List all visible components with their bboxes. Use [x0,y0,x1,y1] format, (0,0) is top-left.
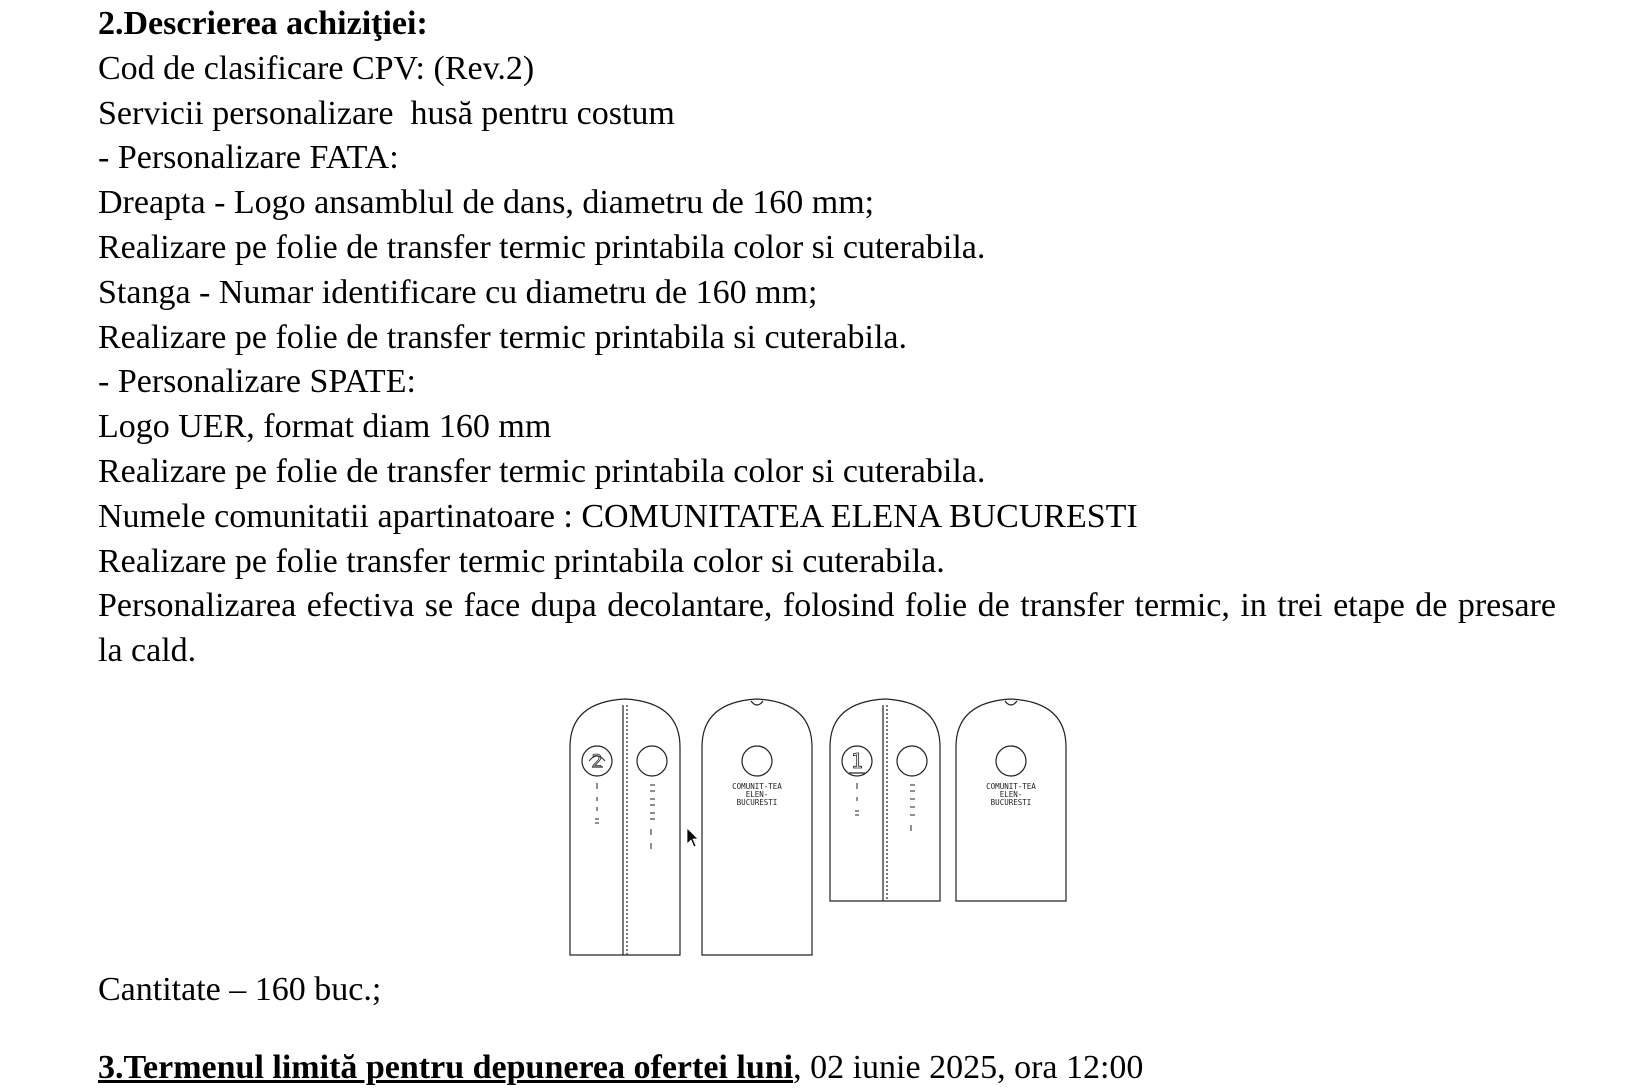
text-line: Cod de clasificare CPV: (Rev.2) [98,49,535,87]
document-page [98,2,1556,674]
small-cover-front [830,699,940,901]
section-3-line [98,1046,1143,1091]
large-back-text-1: COMUNIT-TEA [732,782,782,791]
text-line: Dreapta - Logo ansamblul de dans, diametru de 160 mm; [98,184,875,222]
text-line: Realizare pe folie de transfer termic printabila si cuterabila. [98,318,907,356]
text-line: Realizare pe folie de transfer termic printabila color si cuterabila. [98,452,986,490]
mouse-cursor-icon [687,828,698,847]
section-3-heading: 3.Termenul limită pentru depunerea ofertei luni [98,1049,794,1086]
text-line: Stanga - Numar identificare cu diametru de 160 mm; [98,273,818,311]
large-cover-back [702,699,812,955]
large-back-text-2: ELEN- [745,790,769,799]
small-back-text-3: BUCURESTI [990,798,1032,807]
garment-cover-diagram [565,697,1085,957]
small-front-number: 1 [850,749,864,773]
large-back-text-3: BUCURESTI [736,798,778,807]
quantity-line: Cantitate – 160 buc.; [98,971,382,1008]
text-line: Logo UER, format diam 160 mm [98,408,552,446]
small-back-text-1: COMUNIT-TEA [986,782,1036,791]
text-line: Servicii personalizare husă pentru costum [98,94,675,132]
section-3-deadline: , 02 iunie 2025, ora 12:00 [793,1049,1144,1086]
text-line: - Personalizare FATA: [98,139,399,177]
text-line: Realizare pe folie transfer termic printabila color si cuterabila. [98,542,945,580]
large-cover-front [570,699,680,955]
paragraph-process: Personalizarea efectiva se face dupa decolantare, folosind folie de transfer termic, in trei etape de presare la cald. [98,587,1556,670]
text-line: Realizare pe folie de transfer termic printabila color si cuterabila. [98,228,986,266]
small-back-text-2: ELEN- [999,790,1023,799]
text-line: - Personalizare SPATE: [98,363,416,401]
large-front-number: 2 [591,751,603,772]
text-line: Numele comunitatii apartinatoare : COMUNITATEA ELENA BUCURESTI [98,497,1138,535]
section-2-heading: 2.Descrierea achiziţiei: [98,5,428,42]
